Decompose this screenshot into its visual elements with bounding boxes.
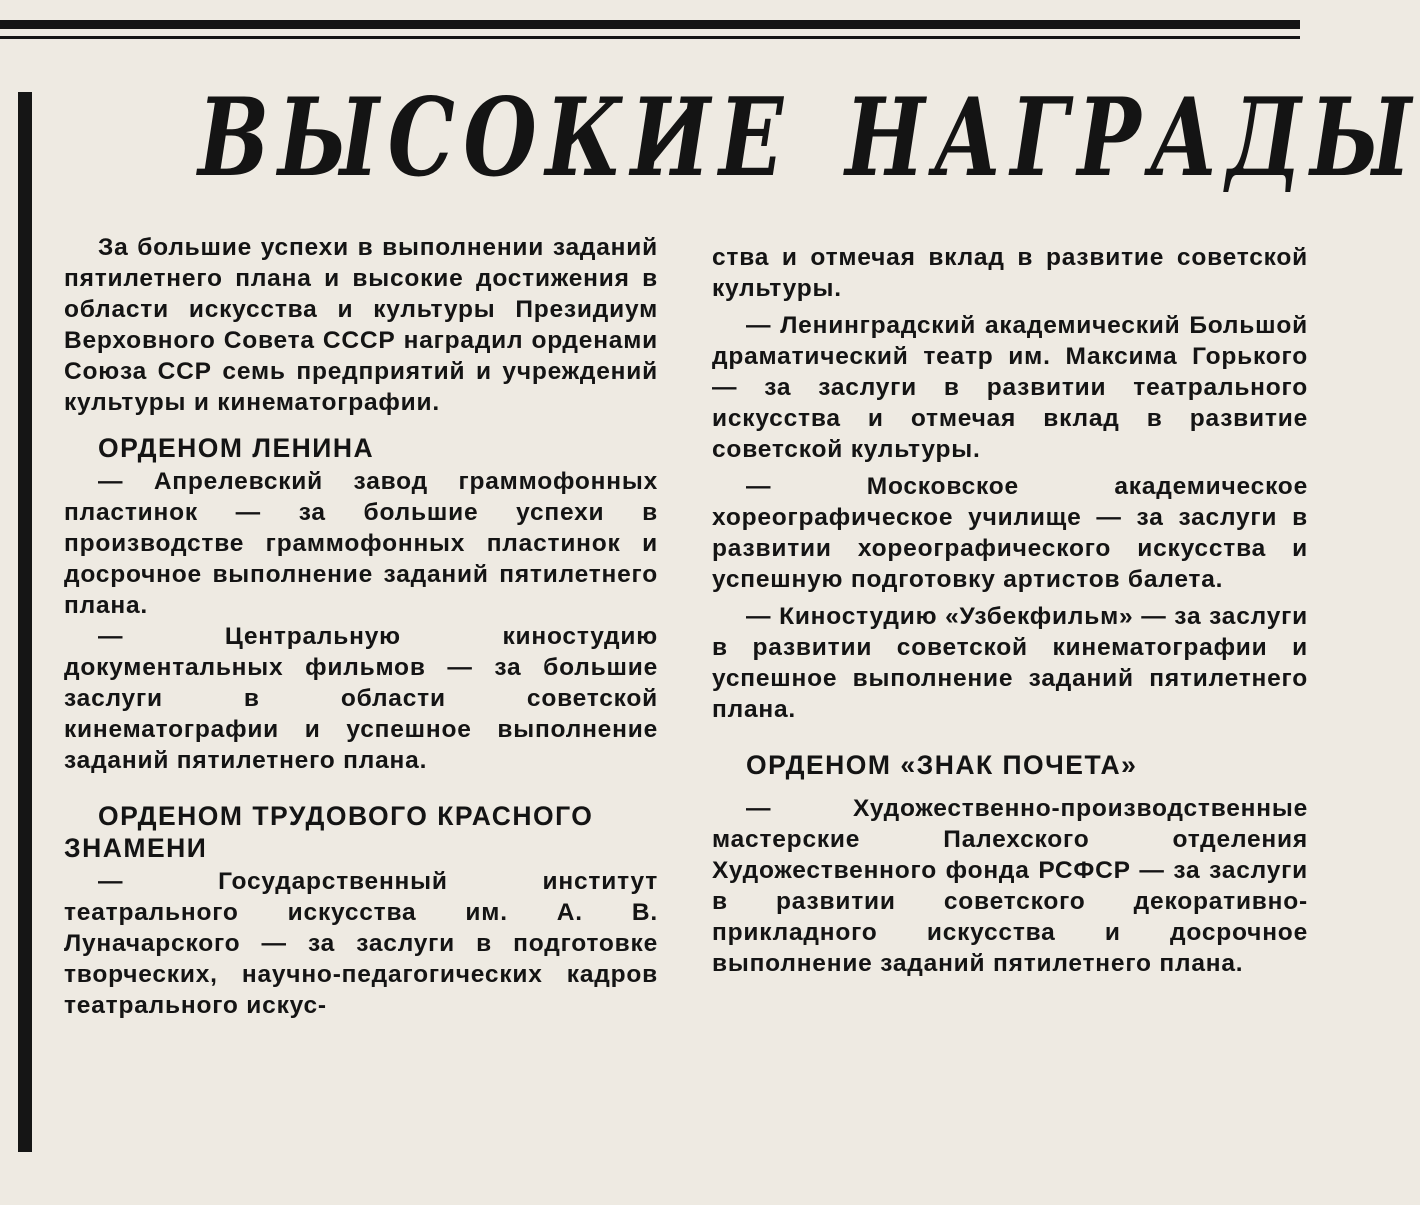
award-item-palekh: — Художественно-производственные мастерские Палехского отделения Художественного фонда РСФСР — за заслуги в развитии советского декоративно-прикладного искусства и досрочное выполнение заданий пятилетнего плана.: [712, 795, 1308, 977]
award-item-central-studio: — Центральную киностудию документальных фильмов — за большие заслуги в области советской кинематографии и успешное выполнение заданий пятилетнего плана.: [64, 623, 658, 774]
award-item-uzbekfilm: — Киностудию «Узбекфильм» — за заслуги в развитии советской кинематографии и успешное выполнение заданий пятилетнего плана.: [712, 603, 1308, 723]
left-margin-bar: [18, 92, 32, 1152]
top-rule-thin: [0, 36, 1300, 39]
heading-order-badge-of-honour: ОРДЕНОМ «ЗНАК ПОЧЕТА»: [746, 750, 1138, 780]
award-item-bdt: — Ленинградский академический Большой драматический театр им. Максима Горького — за заслуги в развитии театрального искусства и отмечая вклад в развитие советской культуры.: [712, 312, 1308, 463]
heading-order-of-lenin: ОРДЕНОМ ЛЕНИНА: [98, 433, 375, 463]
award-item-gitis: — Государственный институт театрального искусства им. А. В. Луначарского — за заслуги в подготовке творческих, научно-педагогических кадров театрального искус-: [64, 868, 658, 1019]
intro-paragraph: За большие успехи в выполнении заданий пятилетнего плана и высокие достижения в области искусства и культуры Президиум Верховного Совета СССР наградил орденами Союза ССР семь предприятий и учреждений культуры и кинематографии.: [64, 234, 658, 416]
heading-order-labour-red-banner: ОРДЕНОМ ТРУДОВОГО КРАСНОГО ЗНАМЕНИ: [64, 801, 594, 863]
award-item-aprelevsky: — Апрелевский завод граммофонных пластинок — за большие успехи в производстве граммофонных пластинок и досрочное выполнение заданий пятилетнего плана.: [64, 468, 658, 619]
top-rule-thick: [0, 20, 1300, 29]
right-column: [712, 242, 1308, 979]
continuation-paragraph: ства и отмечая вклад в развитие советской культуры.: [712, 244, 1308, 302]
award-item-choreo-school: — Московское академическое хореографическое училище — за заслуги в развитии хореографического искусства и успешную подготовку артистов балета.: [712, 473, 1308, 593]
article-headline: [198, 74, 1420, 202]
headline-word-2: НАГРАДЫ: [845, 74, 1420, 202]
headline-word-1: ВЫСОКИЕ: [198, 74, 792, 202]
left-column: [64, 232, 658, 1021]
